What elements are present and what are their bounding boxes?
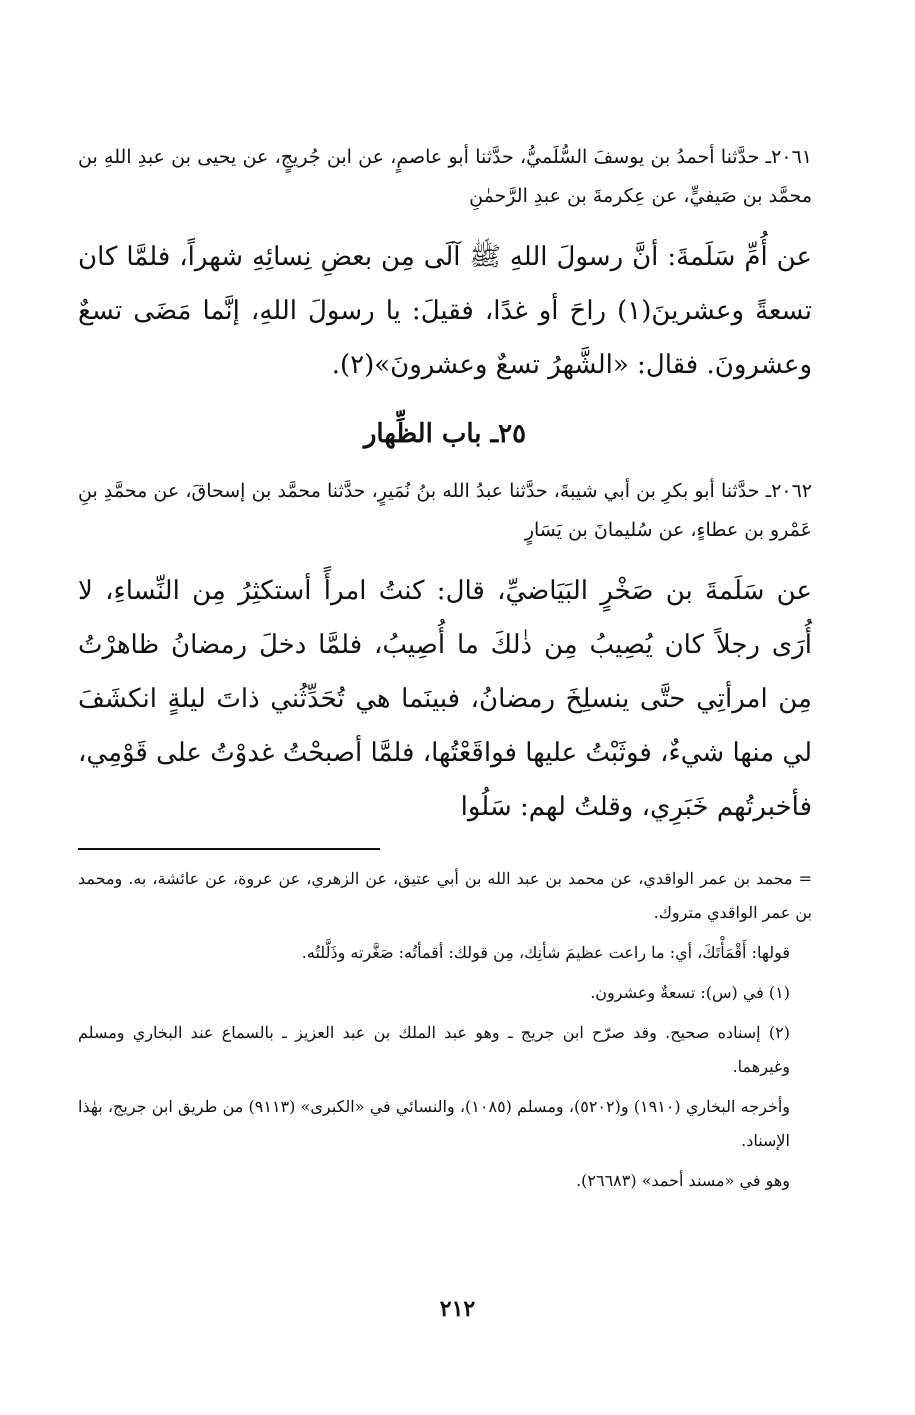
footnote-continuation: = محمد بن عمر الواقدي، عن محمد بن عبد الله بن أبي عتيق، عن الزهري، عن عروة، عن عائشة، به. ومحمد بن عمر الواقدي متروك. <box>78 869 812 922</box>
chapter-heading: ٢٥ـ باب الظِّهار <box>363 419 527 449</box>
footnote-separator <box>78 848 380 850</box>
page-number: ٢١٢ <box>439 1296 476 1322</box>
page-body <box>78 138 812 1204</box>
hadith-2061-matn: عن أُمِّ سَلَمةَ: أنَّ رسولَ اللهِ ﷺ آلَى مِن بعضِ نِسائِهِ شهراً، فلمَّا كان تسعةً وعشرينَ(١) راحَ أو غدًا، فقيلَ: يا رسولَ اللهِ، إنَّما مَضَى تسعٌ وعشرونَ. فقال: «الشَّهرُ تسعٌ وعشرونَ»(٢). <box>78 242 812 380</box>
hadith-2062-isnad: ٢٠٦٢ـ حدَّثنا أبو بكرِ بن أبي شيبةَ، حدَّثنا عبدُ الله بنُ نُمَيرٍ، حدَّثنا محمَّد بن إسحاقَ، عن محمَّدِ بنِ عَمْرو بن عطاءٍ، عن سُليمانَ بن يَسَارٍ <box>78 480 812 541</box>
footnote-2: (٢) إسناده صحيح. وقد صرّح ابن جريج ـ وهو عبد الملك بن عبد العزيز ـ بالسماع عند البخاري ومسلم وغيرهما. <box>78 1023 790 1076</box>
hadith-2062-matn: عن سَلَمةَ بن صَخْرٍ البَيَاضيِّ، قال: كنتُ امرأً أستكثِرُ مِن النِّساءِ، لا أُرَى رجلاً كان يُصِيبُ مِن ذٰلكَ ما أُصِيبُ، فلمَّا دخلَ رمضانُ ظاهرْتُ مِن امرأتِي حتَّى ينسلِخَ رمضانُ، فبينَما هي تُحَدِّثُني ذاتَ ليلةٍ انكشَفَ لي منها شيءٌ، فوثَبْتُ عليها فواقَعْتُها، فلمَّا أصبحْتُ غدوْتُ على قَوْمِي، فأخبرتُهم خَبَرِي، وقلتُ لهم: سَلُوا <box>78 576 812 822</box>
hadith-2061-isnad: ٢٠٦١ـ حدَّثنا أحمدُ بن يوسفَ السُّلَميُّ، حدَّثنا أبو عاصمٍ، عن ابن جُريجٍ، عن يحيى بن عبدِ اللهِ بن محمَّد بن صَيفيٍّ، عن عِكرمةَ بن عبدِ الرَّحمٰنِ <box>78 146 812 207</box>
footnote-2-takhrij: وأخرجه البخاري (١٩١٠) و(٥٢٠٢)، ومسلم (١٠٨٥)، والنسائي في «الكبرى» (٩١١٣) من طريق ابن جريج، بهٰذا الإسناد. <box>78 1097 791 1150</box>
footnote-gloss: قولها: أَقْمَأْتَكَ، أي: ما راعت عظيمَ شأنِك، مِن قولك: أقمأتُه: صَغَّرته وذَلَّلتُه. <box>301 943 790 962</box>
footnote-2-musnad: وهو في «مسند أحمد» (٢٦٦٨٣). <box>576 1171 790 1190</box>
footnote-1: (١) في (س): تسعةٌ وعشرون. <box>590 983 790 1002</box>
footnotes <box>78 862 812 1198</box>
